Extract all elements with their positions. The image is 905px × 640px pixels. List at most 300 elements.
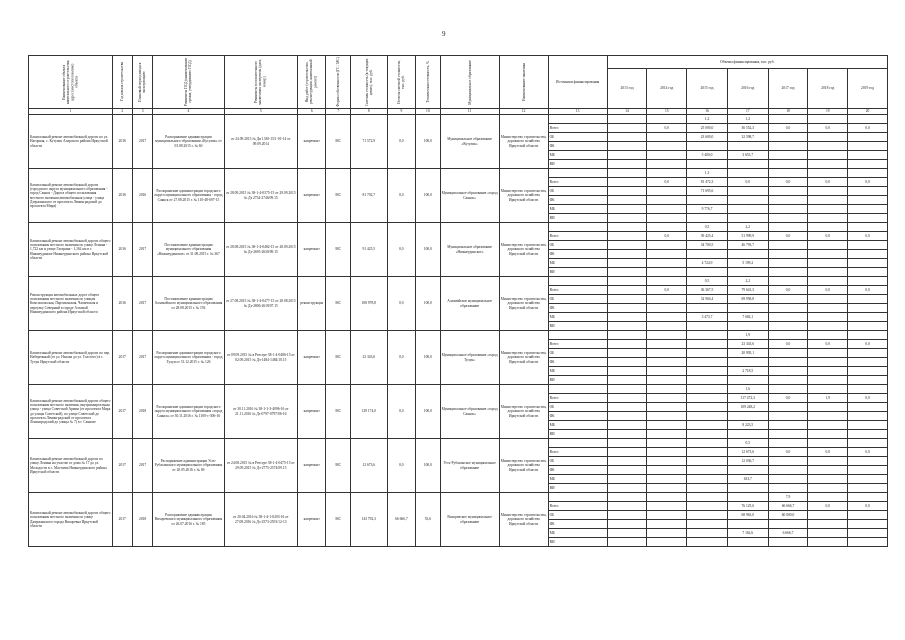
funding-value: 68 963,0 [727, 511, 768, 520]
funding-value: 109 248,2 [727, 403, 768, 412]
funding-value [607, 187, 647, 196]
funding-value [687, 367, 728, 376]
funding-value: 8 223,5 [727, 421, 768, 430]
funding-value [607, 520, 647, 529]
funding-value [768, 151, 808, 160]
funding-value [848, 196, 888, 205]
funding-value [808, 421, 848, 430]
funding-value [768, 520, 808, 529]
source-label [548, 439, 607, 448]
funding-value [647, 367, 687, 376]
funding-value [808, 205, 848, 214]
funding-value [687, 520, 728, 529]
funding-value [607, 340, 647, 349]
funding-value [647, 457, 687, 466]
table-row [29, 331, 888, 340]
funding-value [607, 205, 647, 214]
source-label: МБ [548, 421, 607, 430]
source-label: ОБ [548, 349, 607, 358]
funding-value [687, 430, 728, 439]
start-year: 2017 [112, 385, 132, 439]
funding-value [808, 538, 848, 547]
funding-value: 2,2 [727, 277, 768, 286]
source-label: ФБ [548, 250, 607, 259]
funding-value: 20 905,1 [727, 349, 768, 358]
funding-value [647, 493, 687, 502]
funding-value [687, 538, 728, 547]
funding-value [848, 475, 888, 484]
source-label: МБ [548, 259, 607, 268]
funding-value [607, 304, 647, 313]
header-customer: Наименование заказчика [499, 56, 548, 109]
funding-value [727, 322, 768, 331]
funding-value [647, 142, 687, 151]
funding-value [687, 214, 728, 223]
funding-value [848, 160, 888, 169]
funding-value [647, 538, 687, 547]
expertise-details: от 24.09.2015 № Ди 1330-15/1-01-14 от 09.09.2014 [224, 115, 297, 169]
funding-value: 32 904,4 [687, 295, 728, 304]
funding-value [607, 268, 647, 277]
funding-value [647, 187, 687, 196]
remaining-cost: 66 666,7 [387, 493, 416, 547]
funding-value: 9 776,7 [687, 205, 728, 214]
municipality-name: Муниципальное образование «город Саянск» [440, 385, 499, 439]
object-name: Капитальный ремонт автомобильной дороги по ул. Нагорная, с. Кутулик Аларского района Иркутской области [29, 115, 113, 169]
funding-value [768, 277, 808, 286]
column-number: 1 [29, 109, 113, 115]
psd-details: Постановление администрации Алзамайского муниципального образования от 28.08.2015 г. № 192 [153, 277, 224, 331]
funding-value [727, 412, 768, 421]
column-number: 20 [848, 109, 888, 115]
funding-value [808, 250, 848, 259]
funding-value: 60 000,0 [768, 511, 808, 520]
estimated-cost: 23 343,6 [350, 331, 387, 385]
header-year: 2019 год [848, 69, 888, 109]
funding-value [607, 214, 647, 223]
funding-value: 5 400,0 [687, 151, 728, 160]
header-year: 2018 год [808, 69, 848, 109]
funding-value [768, 187, 808, 196]
funding-value [848, 304, 888, 313]
customer-name: Министерство строительства, дорожного хозяйства Иркутской области [499, 385, 548, 439]
psd-details: Распоряжение администрации Вихоревского муниципального образования от 26.07.2016 г. № 185 [153, 493, 224, 547]
funding-value [848, 421, 888, 430]
funding-value: 79 641,3 [727, 286, 768, 295]
funding-value [768, 466, 808, 475]
estimated-cost: 108 978,8 [350, 277, 387, 331]
header-year: 2014 год [647, 69, 687, 109]
header-expertise: Реквизиты положительного заключения экспертизы (дата, номер) [224, 56, 297, 109]
ownership-form: МС [326, 223, 350, 277]
funding-value [647, 322, 687, 331]
funding-value [768, 268, 808, 277]
funding-value [647, 502, 687, 511]
expertise-details: от 24.08.2015 № в Реестре 38-1-4-0475-15 от 29.09.2015 № Дз-2775-2574/09.15 [224, 439, 297, 493]
header-work-type: Вид работ (строительство, реконструкция, капитальный ремонт) [297, 56, 326, 109]
source-label [548, 223, 607, 232]
funding-value: 76 125,6 [727, 502, 768, 511]
funding-value [848, 331, 888, 340]
funding-value [647, 277, 687, 286]
funding-value [687, 331, 728, 340]
column-number: 2 [112, 109, 132, 115]
funding-value [647, 358, 687, 367]
funding-value [647, 340, 687, 349]
funding-value [808, 475, 848, 484]
funding-value: 0,5 [727, 439, 768, 448]
funding-value [727, 214, 768, 223]
funding-value: 12 673,6 [727, 448, 768, 457]
object-name: Капитальный ремонт автомобильной дороги общего пользования местного значения по улице Джержинского города Вихоревка Иркутской области [29, 493, 113, 547]
start-year: 2017 [112, 439, 132, 493]
funding-value [687, 268, 728, 277]
funding-value [607, 124, 647, 133]
funding-value [848, 151, 888, 160]
funding-value [768, 295, 808, 304]
header-object: Наименование объекта капитального строительства, адрес (местоположение) объекта [29, 56, 113, 109]
funding-value [607, 385, 647, 394]
funding-value [808, 529, 848, 538]
funding-value: 0,0 [848, 502, 888, 511]
funding-value [647, 475, 687, 484]
funding-value [848, 484, 888, 493]
funding-value [848, 250, 888, 259]
estimated-cost: 81 702,7 [350, 169, 387, 223]
funding-value [768, 241, 808, 250]
funding-value [848, 268, 888, 277]
funding-value [647, 223, 687, 232]
column-number: 19 [808, 109, 848, 115]
funding-value [768, 304, 808, 313]
funding-value [808, 223, 848, 232]
start-year: 2016 [112, 277, 132, 331]
header-psd: Реквизиты ПСД (наименование органа, утвердившего ПСД) [153, 56, 224, 109]
funding-value [848, 457, 888, 466]
funding-value: 0,0 [808, 232, 848, 241]
estimated-cost: 129 174,0 [350, 385, 387, 439]
funding-value [687, 493, 728, 502]
funding-value: 71 695,6 [687, 187, 728, 196]
funding-value [808, 466, 848, 475]
funding-value [727, 376, 768, 385]
funding-value [768, 538, 808, 547]
funding-value: 0,0 [647, 178, 687, 187]
funding-value [647, 151, 687, 160]
source-label: ОБ [548, 511, 607, 520]
start-year: 2016 [112, 223, 132, 277]
funding-value [687, 304, 728, 313]
funding-value [808, 358, 848, 367]
funding-value [848, 295, 888, 304]
funding-value: 12 036,7 [727, 457, 768, 466]
funding-value [848, 430, 888, 439]
column-number: 11 [440, 109, 499, 115]
funding-value [607, 322, 647, 331]
expertise-details: от 27.08.2015 № 38-1-4-0477-15 от 28.08.2015 № Дз-2806-2618/07.15 [224, 277, 297, 331]
funding-value [808, 241, 848, 250]
funding-value: 7,9 [768, 493, 808, 502]
funding-value [727, 304, 768, 313]
work-type: капремонт [297, 169, 326, 223]
funding-value: 0,0 [768, 340, 808, 349]
commissioning-year: 2018 [132, 385, 152, 439]
funding-value [808, 493, 848, 502]
funding-value [848, 322, 888, 331]
funding-value: 7 162,6 [727, 529, 768, 538]
funding-value [808, 169, 848, 178]
header-start-year: Год начала строительства [112, 56, 132, 109]
source-label: ФБ [548, 196, 607, 205]
funding-value [647, 448, 687, 457]
remaining-cost: 0,0 [387, 277, 416, 331]
funding-value [647, 385, 687, 394]
funding-value [848, 277, 888, 286]
funding-value: 2,2 [727, 223, 768, 232]
funding-value [607, 115, 647, 124]
funding-value [647, 412, 687, 421]
funding-value [727, 493, 768, 502]
ownership-form: МС [326, 385, 350, 439]
funding-value [727, 484, 768, 493]
funding-value [848, 313, 888, 322]
funding-value [687, 142, 728, 151]
start-year: 2017 [112, 493, 132, 547]
psd-details: Распоряжение администрации городского округа муниципального образования «город Саянск» от 30.11.2016 г. № 1100-с-306-16 [153, 385, 224, 439]
funding-value [607, 295, 647, 304]
header-municipality: Муниципальное образование [440, 56, 499, 109]
funding-value: 0,0 [768, 124, 808, 133]
funding-value [647, 115, 687, 124]
funding-value [607, 286, 647, 295]
funding-value [687, 529, 728, 538]
funding-value [647, 133, 687, 142]
funding-value [607, 502, 647, 511]
remaining-cost: 0,0 [387, 223, 416, 277]
source-label [548, 169, 607, 178]
funding-value: 0,0 [808, 286, 848, 295]
funding-value [607, 376, 647, 385]
object-name: Капитальный ремонт автомобильной дороги по пер. Набережный (от ул. Нахова до ул. Толстого) в г. Тулун Иркутской области [29, 331, 113, 385]
funding-value [727, 520, 768, 529]
expertise-details: от 28.09.2015 № 38-1-4-0375-15 от 29.09.2015 № Дз 2734-2746/09.15 [224, 169, 297, 223]
source-label: МБ [548, 151, 607, 160]
funding-value [647, 430, 687, 439]
funding-value [808, 295, 848, 304]
header-funding-title: Объемы финансирования, тыс. руб. [607, 56, 887, 69]
funding-value [848, 439, 888, 448]
funding-value [727, 187, 768, 196]
psd-details: Распоряжение администрации городского округа муниципального образования - город Саянск от 27.08.2015 г. № 110-48-697-15 [153, 169, 224, 223]
funding-value [808, 367, 848, 376]
funding-value [607, 160, 647, 169]
funding-value [808, 484, 848, 493]
column-number: 8 [350, 109, 387, 115]
funding-value [607, 439, 647, 448]
funding-value [687, 466, 728, 475]
funding-value [647, 331, 687, 340]
funding-value [808, 133, 848, 142]
source-label [548, 385, 607, 394]
funding-value: 117 472,3 [727, 394, 768, 403]
header-readiness: Техническая готовность, % [416, 56, 440, 109]
funding-value: 69 958,8 [727, 295, 768, 304]
source-label [548, 493, 607, 502]
source-label: ОБ [548, 295, 607, 304]
readiness-percent: 53,6 [416, 493, 440, 547]
table-row [29, 493, 888, 502]
psd-details: Распоряжение администрации городского округа муниципального образования - город Тулун от 31.12.2015 г. № 126 [153, 331, 224, 385]
work-type: капремонт [297, 493, 326, 547]
column-number: 12 [499, 109, 548, 115]
funding-value [687, 502, 728, 511]
column-number: 14 [607, 109, 647, 115]
source-label: Всего [548, 124, 607, 133]
funding-value [727, 358, 768, 367]
funding-value [768, 205, 808, 214]
funding-value: 5 199,2 [727, 259, 768, 268]
estimated-cost: 91 425,5 [350, 223, 387, 277]
funding-value [848, 259, 888, 268]
funding-value: 1,3 [687, 169, 728, 178]
source-label: ВИ [548, 538, 607, 547]
municipality-name: Алзамайское муниципальное образование [440, 277, 499, 331]
ownership-form: МС [326, 277, 350, 331]
funding-value [607, 412, 647, 421]
funding-value [607, 223, 647, 232]
funding-value [808, 430, 848, 439]
table-row [29, 277, 888, 286]
funding-value [768, 115, 808, 124]
funding-value [687, 196, 728, 205]
funding-value [808, 439, 848, 448]
funding-value [647, 520, 687, 529]
funding-value [808, 268, 848, 277]
funding-value [647, 205, 687, 214]
source-label: Всего [548, 340, 607, 349]
funding-value [687, 358, 728, 367]
ownership-form: МС [326, 493, 350, 547]
funding-value: 3 473,7 [687, 313, 728, 322]
commissioning-year: 2017 [132, 115, 152, 169]
customer-name: Министерство строительства, дорожного хозяйства Иркутской области [499, 439, 548, 493]
column-number: 3 [132, 109, 152, 115]
funding-value: 0,0 [848, 340, 888, 349]
funding-value: 0,0 [808, 178, 848, 187]
remaining-cost: 0,0 [387, 439, 416, 493]
municipality-name: Муниципальное образование «Нижнеудинское» [440, 223, 499, 277]
funding-value [687, 412, 728, 421]
header-year: 2016 год [727, 69, 768, 109]
funding-value [687, 160, 728, 169]
funding-value: 6 666,7 [768, 529, 808, 538]
readiness-percent: 100,0 [416, 169, 440, 223]
ownership-form: МС [326, 169, 350, 223]
funding-value [848, 538, 888, 547]
header-row-top [29, 56, 888, 69]
header-sources: Источники финансирования [548, 56, 607, 109]
funding-value [647, 214, 687, 223]
funding-value: 0,5 [687, 223, 728, 232]
psd-details: Постановление администрации муниципального образования «Нижнеудинское» от 31.08.2015 г. № 367 [153, 223, 224, 277]
funding-value [848, 223, 888, 232]
funding-value [768, 313, 808, 322]
customer-name: Министерство строительства, дорожного хозяйства Иркутской области [499, 331, 548, 385]
source-label: Всего [548, 232, 607, 241]
funding-value [607, 394, 647, 403]
funding-value [768, 214, 808, 223]
commissioning-year: 2016 [132, 169, 152, 223]
source-label: Всего [548, 394, 607, 403]
source-label: ВИ [548, 430, 607, 439]
funding-value [848, 349, 888, 358]
funding-value [687, 457, 728, 466]
municipality-name: Вихоревское муниципальное образование [440, 493, 499, 547]
funding-value: 23 343,6 [727, 340, 768, 349]
source-label: Всего [548, 448, 607, 457]
funding-value [768, 349, 808, 358]
funding-value: 46 793,7 [727, 241, 768, 250]
funding-value [768, 142, 808, 151]
funding-value [848, 142, 888, 151]
source-label: ВИ [548, 268, 607, 277]
column-number: 10 [416, 109, 440, 115]
funding-value [808, 511, 848, 520]
funding-value: 0,0 [768, 178, 808, 187]
funding-value [607, 484, 647, 493]
funding-value [607, 367, 647, 376]
funding-value [647, 394, 687, 403]
object-name: Капитальный ремонт автомобильной дороги общего пользования местного значения по улице Ленина - 1,722 км и улице Гагарина - 1,162 км в г. Нижнеудинске Нижнеудинского района Иркутской области [29, 223, 113, 277]
funding-value: 36 552,3 [727, 124, 768, 133]
funding-value [808, 277, 848, 286]
funding-value: 0,0 [768, 286, 808, 295]
funding-value [647, 241, 687, 250]
funding-value [647, 295, 687, 304]
funding-value: 0,0 [768, 232, 808, 241]
source-label: ВИ [548, 376, 607, 385]
funding-value [768, 430, 808, 439]
source-label: ОБ [548, 457, 607, 466]
readiness-percent: 100,0 [416, 223, 440, 277]
estimated-cost: 143 792,3 [350, 493, 387, 547]
source-label [548, 331, 607, 340]
funding-value [607, 232, 647, 241]
funding-value [768, 331, 808, 340]
funding-value [848, 241, 888, 250]
funding-value [808, 313, 848, 322]
funding-value [607, 421, 647, 430]
work-type: капремонт [297, 223, 326, 277]
funding-value [647, 376, 687, 385]
object-name: Капитальный ремонт автомобильной дороги по улице Ленина на участке от дома № 17 до ул. Молодости в с. Мастаева Нижнеудинского района Иркутской области [29, 439, 113, 493]
municipality-name: Муниципальное образование «город Тулун» [440, 331, 499, 385]
funding-value [808, 115, 848, 124]
funding-value: 0,0 [768, 394, 808, 403]
funding-value [607, 511, 647, 520]
expertise-details: от 09.09.2015 № в Реестре 38-1-4-0486-15 от 02.09.2015 № Дз-1484-1484/10.15 [224, 331, 297, 385]
commissioning-year: 2017 [132, 331, 152, 385]
funding-value [727, 250, 768, 259]
funding-value [687, 394, 728, 403]
table-row [29, 439, 888, 448]
header-cost: Сметная стоимость (в текущих ценах), тыс. руб. [350, 56, 387, 109]
start-year: 2017 [112, 331, 132, 385]
source-label: Всего [548, 178, 607, 187]
funding-value: 0,0 [808, 340, 848, 349]
funding-value [768, 358, 808, 367]
funding-value: 1,6 [727, 385, 768, 394]
